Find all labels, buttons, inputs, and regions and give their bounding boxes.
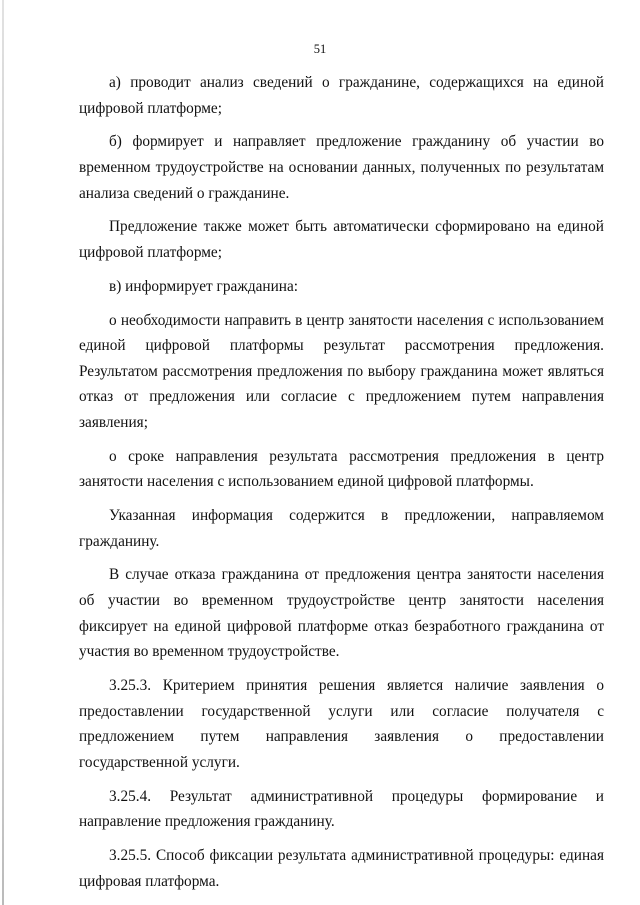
paragraph-necessity: о необходимости направить в центр занятости населения с использованием единой цифровой платформы результат рассмотрения предложения. Результатом рассмотрения предложения по выбору гражданина может являться отказ от предложения или согласие с предложением путем направления заявления;: [79, 311, 604, 431]
document-body: [79, 70, 604, 902]
paragraph-info-contained: Указанная информация содержится в предложении, направляемом гражданину.: [79, 507, 604, 550]
paragraph-deadline: о сроке направления результата рассмотрения предложения в центр занятости населения с использованием единой цифровой платформы.: [79, 447, 604, 491]
paragraph-refusal: В случае отказа гражданина от предложения центра занятости населения об участии во временном трудоустройстве центр занятости населения фиксирует на единой цифровой платформе отказ безработного гражданина от участия во временном трудоустройстве.: [79, 566, 604, 661]
paragraph-auto-offer: Предложение также может быть автоматически сформировано на единой цифровой платформе;: [79, 218, 604, 261]
paragraph-3-25-3: 3.25.3. Критерием принятия решения является наличие заявления о предоставлении государственной услуги или согласие получателя с предложением путем направления заявления о предоставлении государственной услуги.: [79, 676, 604, 771]
paragraph-3-25-5: 3.25.5. Способ фиксации результата административной процедуры: единая цифровая платформа.: [79, 846, 604, 890]
page-number: 51: [313, 42, 327, 56]
paragraph-a: а) проводит анализ сведений о гражданине, содержащихся на единой цифровой платформе;: [79, 74, 604, 117]
paragraph-3-25-4: 3.25.4. Результат административной процедуры формирование и направление предложения гражданину.: [79, 787, 604, 831]
paragraph-c: в) информирует гражданина:: [109, 277, 298, 295]
paragraph-b: б) формирует и направляет предложение гражданину об участии во временном трудоустройстве на основании данных, полученных по результатам анализа сведений о гражданине.: [79, 133, 604, 202]
scan-edge-shadow: [2, 0, 4, 905]
